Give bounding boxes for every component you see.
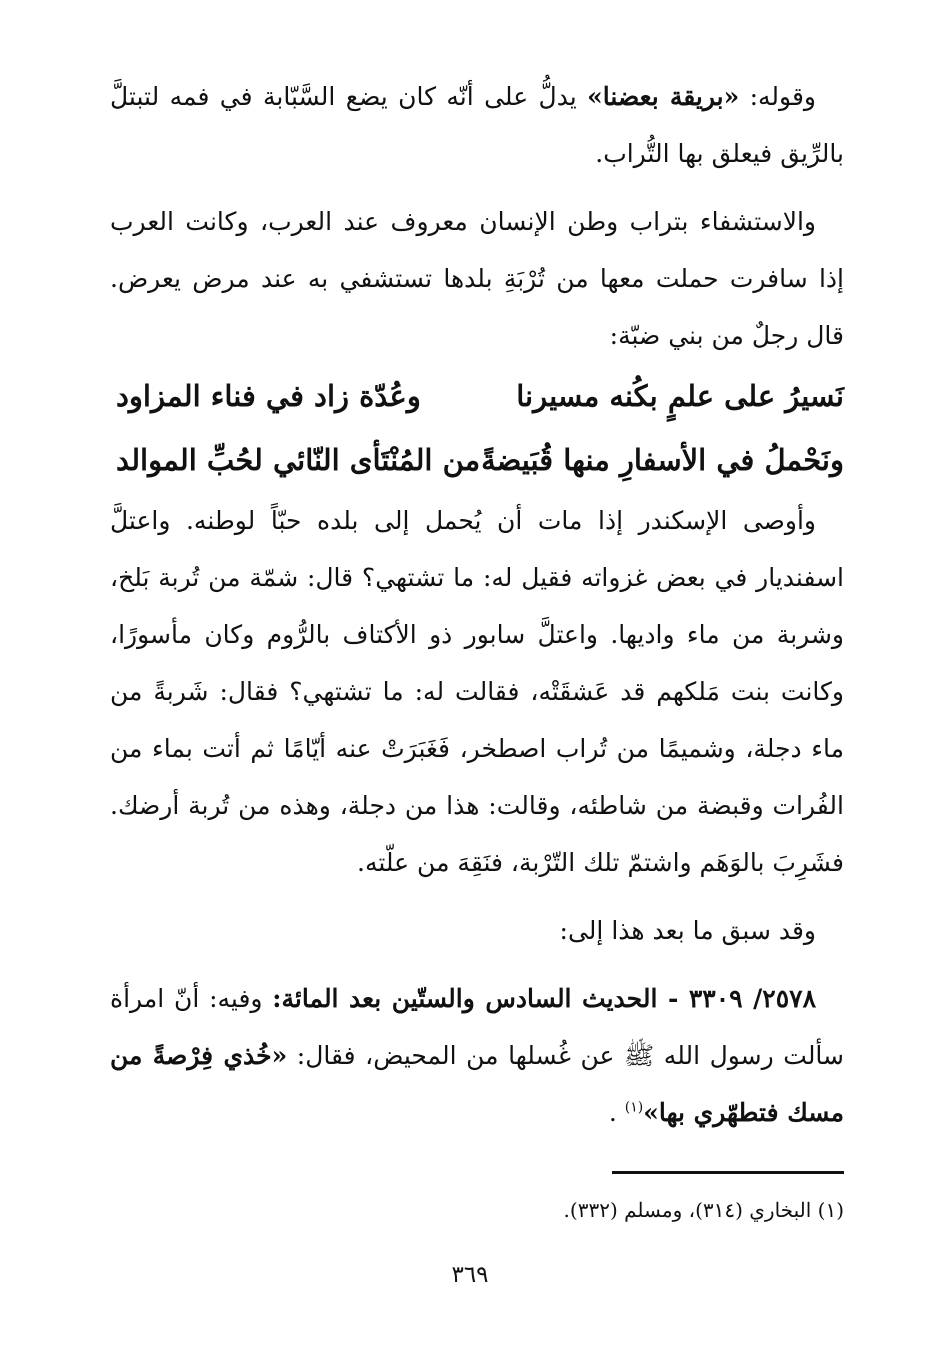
poem-verse-1 xyxy=(110,364,844,428)
paragraph-text: وأوصى الإسكندر إذا مات أن يُحمل إلى بلده حبّاً لوطنه. واعتلَّ اسفنديار في بعض غزواته فقيل له: ما تشتهي؟ قال: شمّة من تُربة بَلخ، وشربة من ماء واديها. واعتلَّ سابور ذو الأكتاف بالرُّوم وكان مأسورًا، وكانت بنت مَلكهم قد عَشقَتْه، فقالت له: ما تشتهي؟ فقال: شَربةً من ماء دجلة، وشميمًا من تُراب اصطخر، فَغَبَرَتْ عنه أيّامًا ثم أتت بماء من الفُرات وقبضة من شاطئه، وقالت: هذا من دجلة، وهذه من تُربة أرضك. فشَرِبَ بالوَهَم واشتمّ تلك التّرْبة، فنَقِهَ من علّته. xyxy=(110,506,844,877)
hadith-number: ٢٥٧٨/ ٣٣٠٩ xyxy=(688,984,816,1013)
verse-first-hemistich: ونَحْملُ في الأسفارِ منها قُبَيضةً xyxy=(481,443,844,477)
hadith-quote: «خُذي فِرْصةً من مسك فتطهّري بها» xyxy=(110,1041,844,1127)
page-number: ٣٦٩ xyxy=(451,1262,489,1288)
paragraph-lead: وقوله: xyxy=(739,82,816,111)
paragraph-text: يدلُّ على أنّه كان يضع السَّبّابة في فمه لتبتلَّ بالرِّيق فيعلق بها التُّراب. xyxy=(110,82,844,168)
hadith-end: . xyxy=(608,1098,625,1127)
verse-first-hemistich: نَسيرُ على علمٍ بكُنه مسيرنا xyxy=(516,379,844,413)
verse-second-hemistich: من المُنْتَأى النّائي لحُبِّ الموالد xyxy=(116,443,481,477)
paragraph-transition xyxy=(110,902,844,959)
footnote-separator xyxy=(612,1171,844,1174)
footnote-reference: (١) xyxy=(624,1099,644,1116)
paragraph-commentary xyxy=(110,68,844,182)
paragraph-hadith xyxy=(110,970,844,1141)
quoted-phrase: «بريقة بعضنا» xyxy=(587,82,740,111)
verse-second-hemistich: وعُدّة زاد في فناء المزاود xyxy=(116,379,421,413)
hadith-heading: - الحديث السادس والستّين بعد المائة: xyxy=(272,984,689,1013)
paragraph-anecdotes xyxy=(110,492,844,891)
paragraph-text: وقد سبق ما بعد هذا إلى: xyxy=(559,916,816,945)
hadith-text: وفيه: أنّ امرأة سألت رسول الله ﷺ عن غُسلها من المحيض، فقال: xyxy=(110,984,844,1070)
footnote: (١) البخاري (٣١٤)، ومسلم (٣٣٢). xyxy=(563,1198,844,1222)
poem-verse-2 xyxy=(110,428,844,492)
paragraph-text: والاستشفاء بتراب وطن الإنسان معروف عند العرب، وكانت العرب إذا سافرت حملت معها من تُرْبَةِ بلدها تستشفي به عند مرض يعرض. قال رجلٌ من بني ضبّة: xyxy=(110,207,844,350)
paragraph-istishfa xyxy=(110,193,844,364)
